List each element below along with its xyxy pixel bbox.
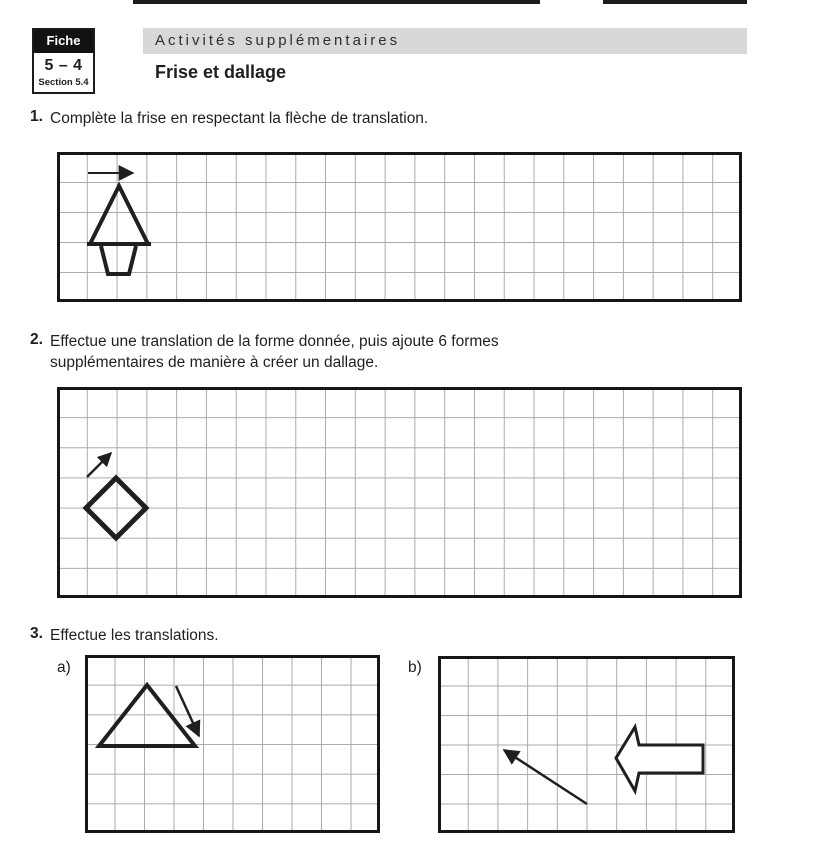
translation-grid-a: [85, 655, 380, 833]
question-2-text: [50, 331, 499, 373]
tiling-grid-cells: [57, 387, 742, 598]
top-rule-left: [133, 0, 540, 4]
fiche-number: 5 – 4: [44, 57, 83, 74]
question-1-text: Complète la frise en respectant la flèche de translation.: [50, 110, 429, 127]
question-3-number: 3.: [30, 625, 43, 642]
question-2-number: 2.: [30, 331, 43, 348]
fiche-box-label: Fiche: [34, 30, 93, 53]
grid-a-label: a): [57, 659, 71, 676]
translation-grid-b: [438, 656, 735, 833]
top-rule-right: [603, 0, 747, 4]
fiche-section: Section 5.4: [38, 77, 89, 88]
question-2: [30, 331, 499, 373]
worksheet-title: Frise et dallage: [155, 62, 287, 82]
question-2-line2: supplémentaires de manière à créer un dallage.: [50, 354, 379, 371]
question-1: [30, 108, 428, 129]
frieze-grid: [57, 152, 742, 302]
banner-activites-supplementaires: Activités supplémentaires: [143, 28, 747, 54]
grid-b-label: b): [408, 659, 422, 676]
tiling-grid: [57, 387, 742, 598]
fiche-box: [32, 28, 95, 94]
question-3: [30, 625, 219, 646]
question-1-number: 1.: [30, 108, 43, 125]
frieze-grid-cells: [57, 152, 742, 302]
question-3-text: Effectue les translations.: [50, 627, 219, 644]
question-2-line1: Effectue une translation de la forme donnée, puis ajoute 6 formes: [50, 333, 499, 350]
